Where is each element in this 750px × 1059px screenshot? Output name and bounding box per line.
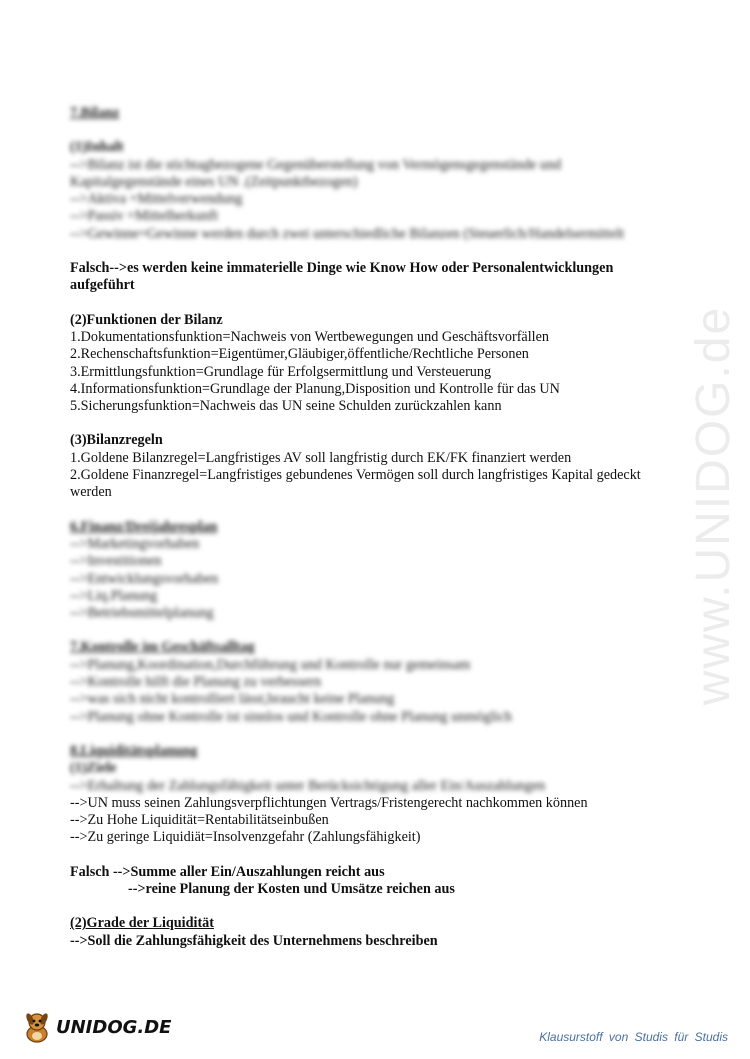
section-heading: 7.Bilanz — [70, 105, 120, 121]
text-line: -->Soll die Zahlungsfähigkeit des Unternehmens beschreiben — [70, 932, 438, 949]
text-line: -->Aktiva =Mittelverwendung — [70, 191, 243, 208]
list-item: -->was sich nicht kontrolliert lässt,braucht keine Planung — [70, 691, 395, 708]
list-item: 1.Dokumentationsfunktion=Nachweis von Wertbewegungen und Geschäftsvorfällen — [70, 328, 550, 345]
list-item: -->Kontrolle hilft die Planung zu verbessern — [70, 674, 322, 691]
subheading-funktionen: (2)Funktionen der Bilanz — [70, 311, 223, 328]
subheading-bilanzregeln: (3)Bilanzregeln — [70, 432, 163, 449]
subheading: (1)Ziele — [70, 760, 117, 777]
footer-slogan: Klausurstoff von Studis für Studis — [539, 1030, 728, 1044]
watermark — [684, 270, 744, 740]
section-heading: 6.Finanz/Dreijahresplan — [70, 518, 218, 535]
blurred-block-finanzplan — [70, 519, 670, 795]
subheading: (1)Inhalt — [70, 139, 124, 156]
text-line: Kapitalgegenstände eines UN .(Zeitpunktbezogen) — [70, 173, 358, 190]
list-item: -->Betriebsmittelplanung — [70, 605, 214, 622]
list-item: -->Zu Hohe Liquidität=Rentabilitätseinbußen — [70, 812, 329, 829]
text-line: -->Bilanz ist die stichtagbezogene Gegenüberstellung von Vermögensgegenstände und — [70, 156, 562, 173]
list-item: -->Zu geringe Liquidiät=Insolvenzgefahr (Zahlungsfähigkeit) — [70, 829, 421, 846]
falsch-note: Falsch-->es werden keine immaterielle Dinge wie Know How oder Personalentwicklungen aufgeführt — [70, 260, 614, 294]
list-item: 1.Goldene Bilanzregel=Langfristiges AV soll langfristig durch EK/FK finanziert werden — [70, 449, 572, 466]
watermark-text: www.UNIDOG.de — [687, 305, 741, 705]
section-heading: 7.Kontrolle im Geschäftsalltag — [70, 639, 255, 656]
logo-text: UNIDOG.DE — [56, 1017, 172, 1038]
text-line: -->Passiv =Mittelherkunft — [70, 208, 219, 225]
section-heading: 8.Liquiditätsplanung — [70, 742, 198, 759]
list-item: -->Marketingvorhaben — [70, 535, 200, 552]
list-item: 5.Sicherungsfunktion=Nachweis das UN seine Schulden zurückzahlen kann — [70, 398, 502, 415]
list-item: -->Investitionen — [70, 553, 162, 570]
document-body — [70, 105, 670, 950]
text-line: -->Gewinne=Gewinne werden durch zwei unterschiedliche Bilanzen (Steuerlich/Handelsermittelt — [70, 225, 625, 242]
list-item: -->Liq.Planung — [70, 587, 158, 604]
list-item: 2.Rechenschaftsfunktion=Eigentümer,Gläubiger,öffentliche/Rechtliche Personen — [70, 346, 529, 363]
list-item: 4.Informationsfunktion=Grundlage der Planung,Disposition und Kontrolle für das UN — [70, 380, 560, 397]
list-item: -->Planung,Koordination,Durchführung und Kontrolle nur gemeinsam — [70, 656, 471, 673]
falsch-note-2: -->reine Planung der Kosten und Umsätze reichen aus — [128, 880, 455, 897]
list-item: -->UN muss seinen Zahlungsverpflichtungen Vertrags/Fristengerecht nachkommen können — [70, 794, 588, 811]
list-item: 3.Ermittlungsfunktion=Grundlage für Erfolgsermittlung und Versteuerung — [70, 363, 492, 380]
list-item: -->Entwicklungsvorhaben — [70, 570, 219, 587]
list-item: -->Erhaltung der Zahlungsfähigkeit unter Berücksichtigung aller Ein/Auszahlungen — [70, 777, 546, 794]
list-item: 2.Goldene Finanzregel=Langfristiges gebundenes Vermögen soll durch langfristiges Kapital gedeckt werden — [70, 467, 641, 501]
falsch-note-1: Falsch -->Summe aller Ein/Auszahlungen reicht aus — [70, 863, 385, 880]
subheading-grade-liquiditaet: (2)Grade der Liquidität — [70, 915, 214, 932]
dog-mascot-icon — [20, 1010, 54, 1044]
unidog-logo — [20, 1010, 171, 1044]
blurred-block-inhalt — [70, 105, 670, 243]
list-item: -->Planung ohne Kontrolle ist sinnlos und Kontrolle ohne Planung unmöglich — [70, 708, 512, 725]
